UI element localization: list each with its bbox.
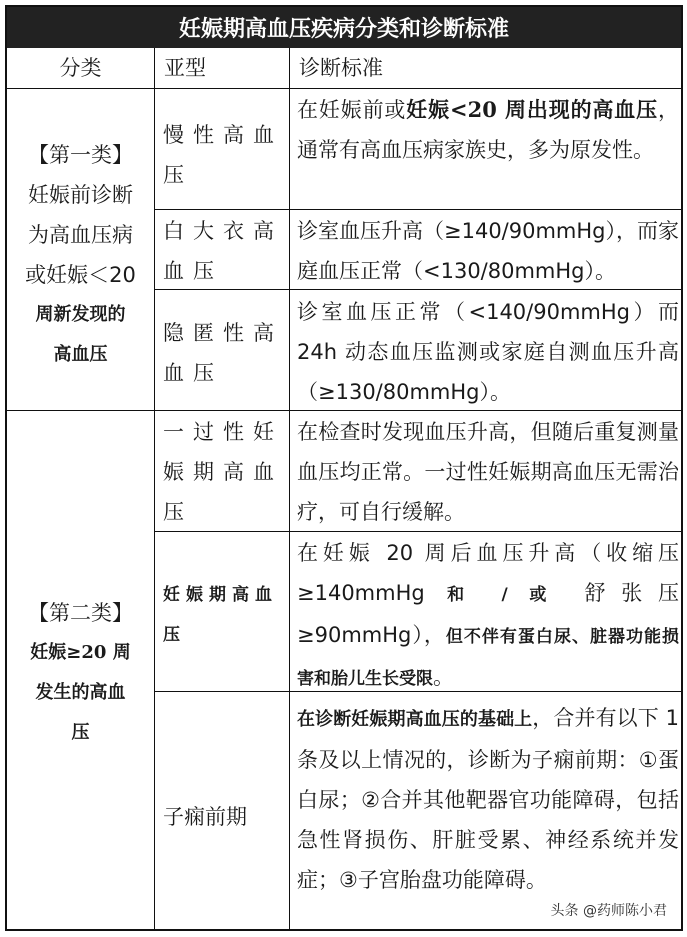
criteria-text: ，合并有以下 1 条及以上情况的，诊断为子痫前期：①蛋白尿；②合并其他靶器官功能障碍，包括急性肾损伤、肝脏受累、神经系统并发症；③子宫胎盘功能障碍。: [297, 706, 680, 892]
criteria-text: ，通常有高血压病家族史，多为原发性。: [297, 98, 679, 162]
subtype-preeclampsia: 子痫前期: [163, 805, 247, 829]
category-text: 压: [71, 722, 90, 743]
classification-table: [5, 5, 683, 931]
watermark: 头条 @药师陈小君: [550, 903, 667, 919]
divider: [154, 48, 155, 929]
subtype-transient-gestational-hypertension: 一过性妊娠期高血压: [163, 420, 283, 524]
criteria-emphasis: 和 / 或: [447, 585, 563, 605]
criteria-emphasis: 在诊断妊娠期高血压的基础上: [297, 709, 533, 730]
category-text: 高血压: [53, 344, 108, 365]
criteria-preeclampsia: [297, 698, 679, 900]
criteria-chronic-hypertension: [297, 90, 679, 170]
header-category: 分类: [59, 56, 102, 80]
category-label: 【第一类】: [28, 143, 133, 167]
divider: [154, 209, 681, 210]
subtype-chronic-hypertension: 慢性高血压: [163, 123, 283, 187]
category-text: 周新发现的: [35, 304, 126, 325]
criteria-emphasis: 但不伴有蛋白尿、脏器功能损害和胎儿生长受限: [297, 627, 680, 689]
category-text: 或妊娠＜20: [25, 263, 136, 287]
header-subtype: 亚型: [164, 56, 206, 80]
category-text: 妊娠≥20 周: [30, 642, 131, 663]
criteria-masked-hypertension: 诊室血压正常（<140/90mmHg）而24h 动态血压监测或家庭自测血压升高（≥130/80mmHg）。: [297, 300, 679, 404]
criteria-text: 在妊娠前或: [297, 98, 407, 122]
category-1: [7, 135, 154, 375]
criteria-gestational-hypertension: [297, 533, 679, 699]
criteria-text: 在妊娠 20 周后血压升高（收缩压≥140mmHg: [297, 541, 679, 605]
divider: [7, 88, 681, 89]
category-2: [7, 593, 154, 753]
subtype-masked-hypertension: 隐匿性高血压: [163, 321, 283, 385]
criteria-transient-gestational-hypertension: 在检查时发现血压升高，但随后重复测量血压均正常。一过性妊娠期高血压无需治疗，可自行缓解。: [297, 420, 679, 524]
category-text: 发生的高血: [35, 682, 126, 703]
criteria-emphasis: 妊娠<20 周出现的高血压: [406, 97, 658, 122]
category-text: 妊娠前诊断: [28, 183, 133, 207]
category-label: 【第二类】: [28, 601, 133, 625]
subtype-white-coat-hypertension: 白大衣高血压: [163, 219, 283, 283]
criteria-text: 舒张压≥90mmHg），: [297, 581, 679, 647]
header-criteria: 诊断标准: [299, 56, 383, 80]
criteria-text: 。: [433, 665, 454, 689]
category-text: 为高血压病: [28, 223, 133, 247]
table-title: 妊娠期高血压疾病分类和诊断标准: [7, 7, 681, 48]
criteria-white-coat-hypertension: 诊室血压升高（≥140/90mmHg），而家庭血压正常（<130/80mmHg）。: [297, 219, 680, 283]
subtype-gestational-hypertension: 妊娠期高血压: [163, 585, 278, 645]
